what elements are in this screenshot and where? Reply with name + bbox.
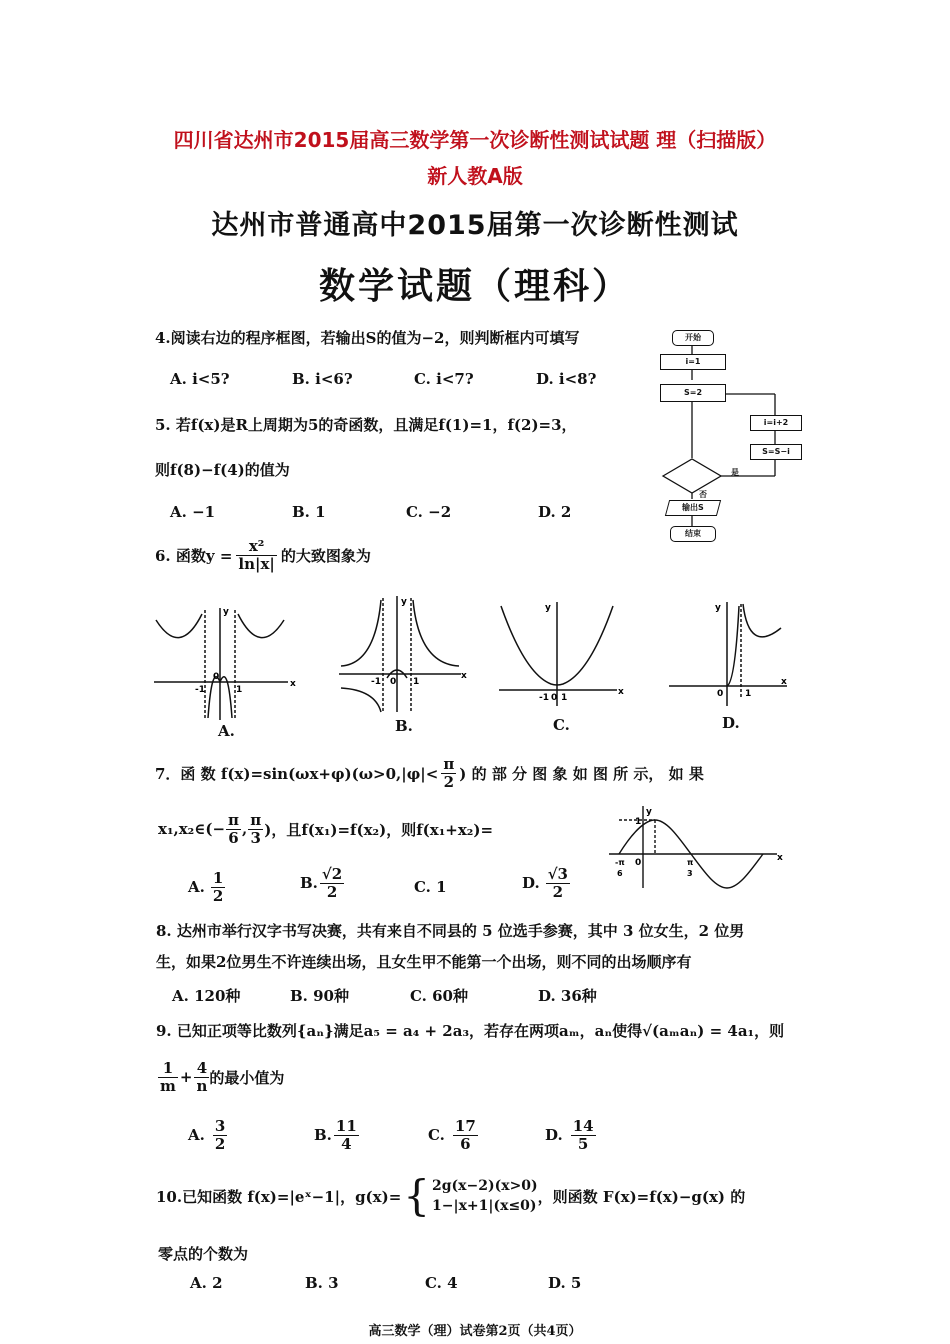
q9-fraction-2-den: n (196, 1076, 208, 1095)
q9-option-d-fraction (571, 1118, 596, 1152)
q4-option-b: B. i<6? (292, 370, 353, 388)
q9-option-b-fraction (334, 1118, 359, 1152)
q5-option-b: B. 1 (292, 503, 326, 521)
svg-text:-1: -1 (195, 685, 205, 695)
q7-pi-over-6 (226, 812, 241, 846)
svg-text:x: x (461, 671, 467, 681)
svg-text:1: 1 (413, 677, 420, 687)
q4-text: 4.阅读右边的程序框图，若输出S的值为−2，则判断框内可填写 (155, 329, 580, 347)
q7-pi-3-num: π (250, 811, 262, 829)
page-footer: 高三数学（理）试卷第2页（共4页） (368, 1324, 582, 1339)
q9-option-a-fraction (213, 1118, 227, 1152)
q7-option-d-num: √3 (547, 865, 568, 883)
q9-option-a-num: 3 (214, 1117, 226, 1135)
flowchart-start: 开始 (672, 330, 714, 346)
q10-option-b: B. 3 (305, 1274, 339, 1292)
q7-pi-6-num: π (228, 811, 240, 829)
q7-option-a-den: 2 (212, 886, 224, 905)
flowchart-init-i: i=1 (660, 354, 726, 370)
svg-text:3: 3 (687, 869, 693, 878)
q9-option-c-den: 6 (460, 1134, 471, 1153)
svg-text:0: 0 (551, 693, 558, 703)
q7-option-a (188, 870, 225, 904)
q9-option-c (428, 1118, 478, 1152)
q6-prefix: 6. 函数y = (155, 546, 233, 565)
q10-line2: 零点的个数为 (158, 1245, 249, 1263)
q7-line2 (158, 812, 493, 846)
q6-stem (155, 538, 371, 572)
q9-option-c-fraction (453, 1118, 478, 1152)
q6-label-c: C. (553, 716, 570, 734)
svg-text:x: x (618, 687, 624, 697)
svg-text:π: π (687, 858, 694, 867)
q9-option-d-num: 14 (572, 1117, 594, 1135)
q5-line2: 则f(8)−f(4)的值为 (155, 461, 290, 479)
q4-flowchart (655, 326, 815, 546)
document-red-title-line2: 新人教A版 (427, 164, 523, 188)
q8-option-d: D. 36种 (538, 987, 597, 1005)
q10-line1 (156, 1171, 746, 1221)
q7-option-c: C. 1 (414, 878, 447, 896)
q6-fraction (236, 538, 276, 572)
q7-option-d-fraction (546, 866, 570, 900)
svg-text:x: x (781, 677, 787, 687)
q10-cases (432, 1176, 538, 1217)
q9-option-a-den: 2 (214, 1134, 226, 1153)
q7-line1-pre: 7．函 数 f(x)=sin(ωx+φ)(ω>0,|φ|< (155, 764, 439, 783)
q7-pi-3-den: 3 (250, 828, 261, 847)
document-red-title-line1: 四川省达州市2015届高三数学第一次诊断性测试试题 理（扫描版） (173, 128, 777, 152)
q8-option-b: B. 90种 (290, 987, 349, 1005)
q5-option-a: A. −1 (170, 503, 216, 521)
q10-case-2: 1−|x+1|(x≤0) (432, 1198, 537, 1215)
q7-pi-6-den: 6 (228, 828, 239, 847)
flowchart-update-i: i=i+2 (750, 415, 802, 431)
q7-line1-post: ) 的 部 分 图 象 如 图 所 示， 如 果 (459, 764, 704, 783)
q9-fraction-1 (158, 1060, 178, 1094)
q7-two: 2 (443, 772, 455, 791)
q10-brace: { (403, 1171, 430, 1221)
q6-denominator: ln|x| (238, 554, 275, 573)
q7-line2-post: )，且f(x₁)=f(x₂)，则f(x₁+x₂)= (264, 820, 494, 839)
svg-text:0: 0 (213, 672, 220, 682)
q7-line2-pre: x₁,x₂∈(− (158, 820, 226, 838)
svg-text:-1: -1 (371, 677, 381, 687)
q9-option-b-label: B. (314, 1126, 332, 1144)
flowchart-end: 结束 (670, 526, 716, 542)
q6-suffix: 的大致图象为 (280, 546, 371, 565)
q9-fraction-2-num: 4 (194, 1060, 209, 1078)
svg-text:y: y (223, 607, 229, 617)
q7-option-a-num: 1 (212, 869, 224, 887)
svg-text:6: 6 (617, 869, 623, 878)
svg-text:y: y (646, 807, 652, 817)
q9-option-a-label: A. (188, 1126, 205, 1144)
q6-label-b: B. (395, 717, 413, 735)
svg-text:1: 1 (561, 693, 568, 703)
q5-line1: 5. 若f(x)是R上周期为5的奇函数，且满足f(1)=1，f(2)=3， (155, 416, 577, 434)
q4-option-a: A. i<5? (170, 370, 230, 388)
q9-fraction-2 (194, 1060, 209, 1094)
svg-text:x: x (777, 853, 783, 863)
q6-numerator: x² (236, 538, 276, 556)
q4-option-d: D. i<8? (536, 370, 597, 388)
q9-fraction-1-num: 1 (158, 1060, 178, 1078)
q7-option-b-fraction (320, 866, 344, 900)
q7-option-b-label: B. (300, 874, 318, 892)
q7-pi-over-3 (248, 812, 263, 846)
subject-title: 数学试题（理科） (318, 266, 631, 307)
svg-text:x: x (290, 679, 296, 689)
svg-text:0: 0 (717, 689, 724, 699)
q9-plus: + (179, 1068, 193, 1086)
q7-pi-over-2 (441, 756, 456, 790)
q6-label-d: D. (722, 714, 740, 732)
flowchart-no-label: 否 (699, 489, 707, 499)
q9-fraction-1-den: m (160, 1076, 176, 1095)
q9-option-d (545, 1118, 596, 1152)
svg-text:y: y (545, 603, 551, 613)
q7-option-b-den: 2 (326, 882, 338, 901)
q7-option-a-fraction (211, 870, 225, 904)
q9-line2 (158, 1060, 284, 1094)
q7-option-d-label: D. (522, 874, 540, 892)
q9-option-d-label: D. (545, 1126, 563, 1144)
q10-post: ，则函数 F(x)=f(x)−g(x) 的 (537, 1187, 746, 1206)
q7-pi: π (443, 755, 455, 773)
q9-option-c-num: 17 (454, 1117, 476, 1135)
flowchart-output (665, 500, 721, 516)
q10-option-d: D. 5 (548, 1274, 582, 1292)
q7-option-d (522, 866, 570, 900)
svg-text:y: y (401, 597, 407, 607)
flowchart-output-label: 输出S (682, 503, 704, 512)
q7-option-b-num: √2 (321, 865, 343, 883)
q10-option-c: C. 4 (425, 1274, 458, 1292)
q6-graph-c (495, 598, 625, 708)
q7-option-b (300, 866, 344, 900)
svg-text:-π: -π (615, 858, 625, 867)
q7-comma: , (242, 820, 248, 838)
q6-graph-a (150, 600, 300, 725)
q10-pre: 10.已知函数 f(x)=|eˣ−1|，g(x)= (156, 1187, 402, 1206)
flowchart-yes-label: 是 (731, 467, 739, 477)
q9-option-d-den: 5 (577, 1134, 589, 1153)
q9-option-b-num: 11 (335, 1117, 357, 1135)
q7-line1 (155, 756, 704, 790)
svg-text:0: 0 (635, 858, 642, 868)
q6-label-a: A. (218, 722, 235, 740)
q9-option-c-label: C. (428, 1126, 445, 1144)
q9-option-b-den: 4 (341, 1134, 352, 1153)
q8-line1: 8. 达州市举行汉字书写决赛，共有来自不同县的 5 位选手参赛，其中 3 位女生，2 位男 (156, 922, 745, 940)
svg-text:y: y (715, 603, 721, 613)
q4-option-c: C. i<7? (414, 370, 474, 388)
q9-line1: 9. 已知正项等比数列{aₙ}满足a₅ = a₄ + 2a₃，若存在两项aₘ，aₙ使得√(aₘaₙ) = 4a₁，则 (156, 1022, 785, 1040)
q5-option-d: D. 2 (538, 503, 572, 521)
q8-option-c: C. 60种 (410, 987, 468, 1005)
q10-option-a: A. 2 (190, 1274, 223, 1292)
svg-text:-1: -1 (539, 693, 549, 703)
q8-option-a: A. 120种 (172, 987, 241, 1005)
flowchart-update-s: S=S−i (750, 444, 802, 460)
q6-graph-d (665, 598, 790, 708)
q5-option-c: C. −2 (406, 503, 452, 521)
q7-option-d-den: 2 (552, 882, 564, 901)
q7-sine-graph (605, 802, 785, 892)
svg-text:0: 0 (390, 677, 397, 687)
q7-option-a-label: A. (188, 878, 205, 896)
q9-option-b (314, 1118, 359, 1152)
q9-line2-post: 的最小值为 (209, 1068, 285, 1087)
q9-option-a (188, 1118, 227, 1152)
q6-graph-b (335, 592, 465, 717)
svg-text:1: 1 (635, 817, 642, 827)
exam-title: 达州市普通高中2015届第一次诊断性测试 (211, 210, 739, 241)
q10-case-1: 2g(x−2)(x>0) (432, 1178, 538, 1194)
q8-line2: 生，如果2位男生不许连续出场，且女生甲不能第一个出场，则不同的出场顺序有 (156, 953, 692, 971)
flowchart-init-s: S=2 (660, 384, 726, 402)
svg-text:1: 1 (236, 685, 243, 695)
svg-text:1: 1 (745, 689, 752, 699)
